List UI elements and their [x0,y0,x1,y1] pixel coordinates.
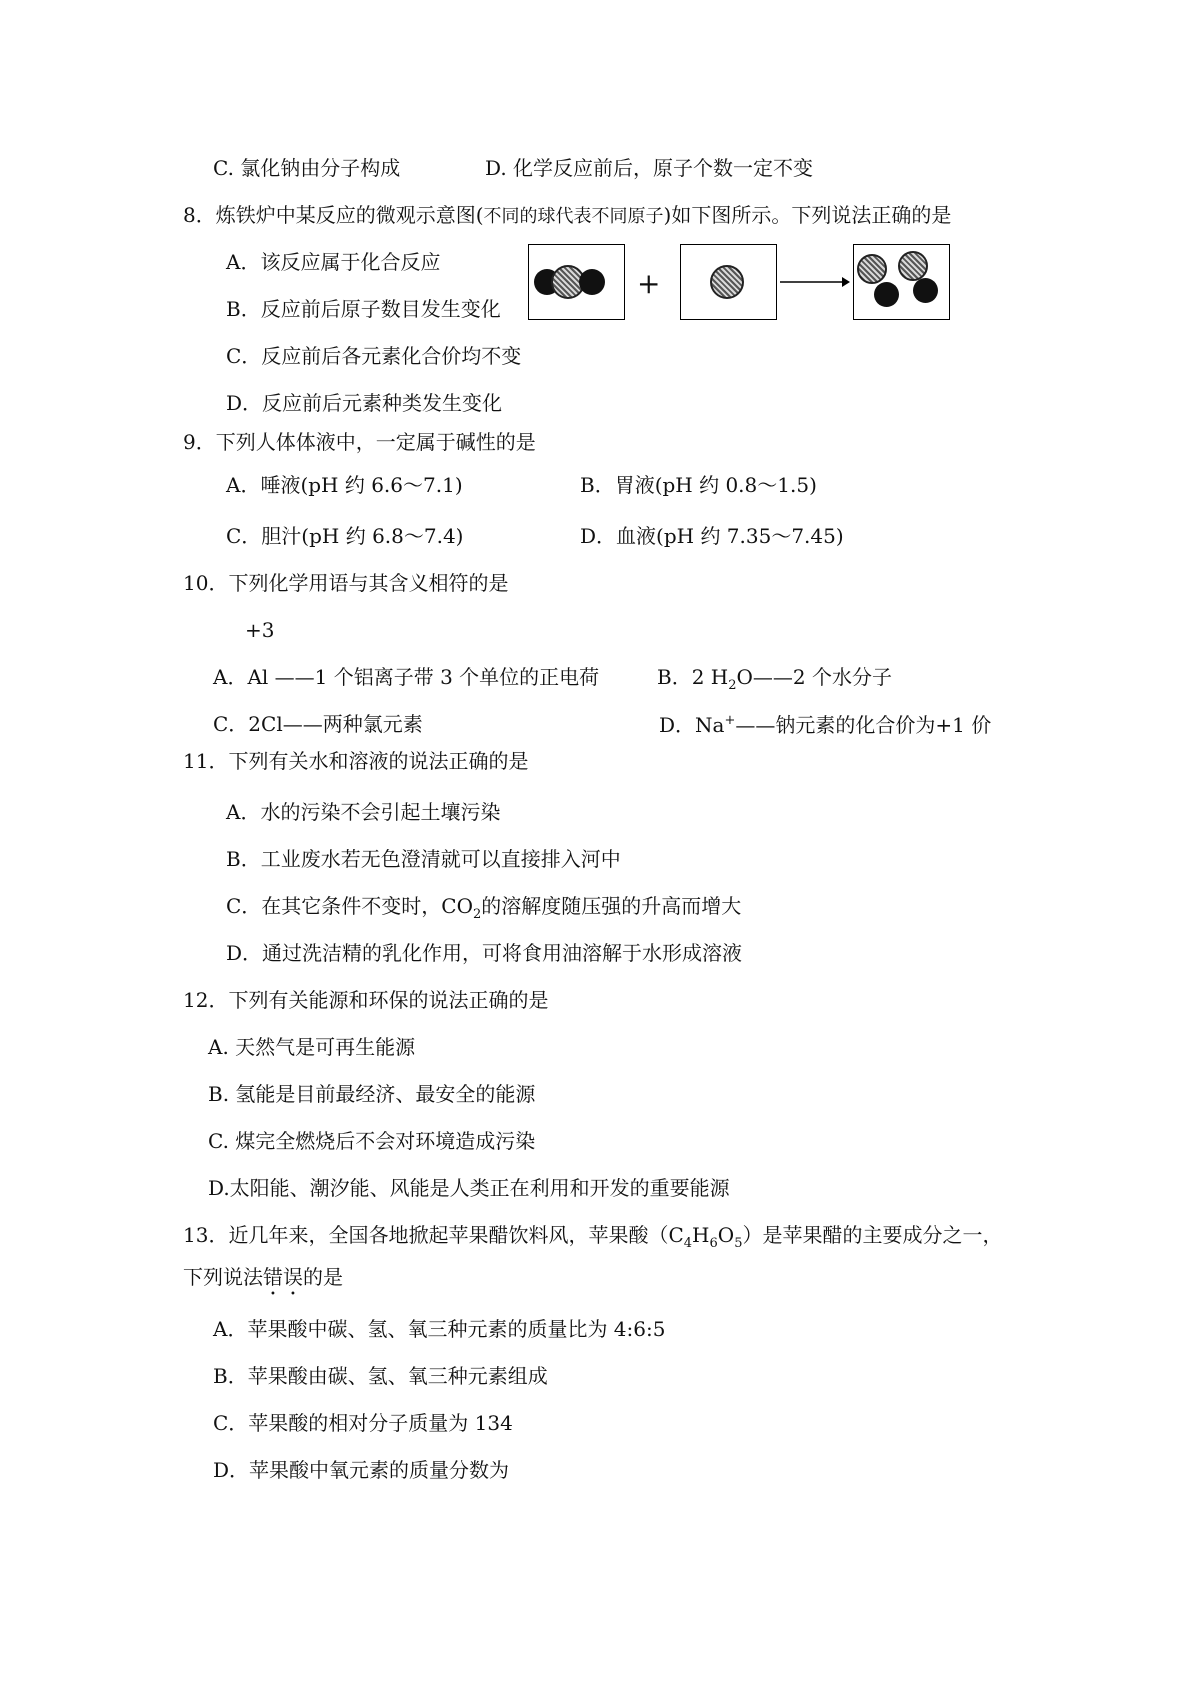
hatched-atom [857,254,887,284]
q9-option-d: D．血液(pH 约 7.35～7.45) [580,524,844,548]
q12-stem: 12．下列有关能源和环保的说法正确的是 [183,988,549,1012]
dark-atom [913,278,938,303]
q9-option-a: A．唾液(pH 约 6.6～7.1) [226,473,463,497]
q13-option-c: C．苹果酸的相对分子质量为 134 [213,1411,513,1435]
q7-option-c: C. 氯化钠由分子构成 [213,156,401,180]
q10-option-a: A．Al ——1 个铝离子带 3 个单位的正电荷 [213,665,600,689]
dark-atom [874,282,899,307]
q12-option-b: B. 氢能是目前最经济、最安全的能源 [208,1082,536,1106]
q8-stem-note: 不同的球代表不同原子 [483,206,664,227]
q9-option-c: C．胆汁(pH 约 6.8～7.4) [226,524,464,548]
hatched-atom [898,251,928,281]
dark-atom [579,269,605,295]
q13-option-a: A．苹果酸中碳、氢、氧三种元素的质量比为 4:6:5 [213,1317,666,1341]
reactant-box-2 [680,244,777,320]
q9-stem: 9．下列人体体液中，一定属于碱性的是 [183,430,536,454]
q13-stem-line1: 13．近几年来，全国各地掀起苹果醋饮料风，苹果酸$(C_4H_6O_5)$是苹果醋的主要成分之一， [183,1223,1003,1251]
q10-option-d: D．Na+——钠元素的化合价为+1 价 [659,713,992,737]
reactant-box-1 [528,244,625,320]
q8-option-c: C．反应前后各元素化合价均不变 [226,344,522,368]
q11-stem: 11．下列有关水和溶液的说法正确的是 [183,749,529,773]
q11-option-a: A．水的污染不会引起土壤污染 [226,800,501,824]
q13-option-b: B．苹果酸由碳、氢、氧三种元素组成 [213,1364,548,1388]
q13-stem-line2: 下列说法错误的是 [183,1265,343,1289]
q11-option-d: D．通过洗洁精的乳化作用，可将食用油溶解于水形成溶液 [226,941,743,965]
emphasized-word: 错误 [263,1265,303,1289]
q10-option-c: C．2Cl——两种氯元素 [213,712,423,736]
plus-sign: + [637,267,661,300]
q12-option-a: A. 天然气是可再生能源 [208,1035,416,1059]
q12-option-d: D.太阳能、潮汐能、风能是人类正在利用和开发的重要能源 [208,1176,730,1200]
q11-option-c: C．在其它条件不变时，$CO_2$的溶解度随压强的升高而增大 [226,894,742,922]
q10-stem: 10．下列化学用语与其含义相符的是 [183,571,509,595]
q7-option-d: D. 化学反应前后，原子个数一定不变 [485,156,814,180]
arrow-icon [780,275,850,289]
q12-option-c: C. 煤完全燃烧后不会对环境造成污染 [208,1129,536,1153]
q10-option-b: B．2 $H_2O——2$ 个水分子 [657,665,892,693]
q8-option-d: D．反应前后元素种类发生变化 [226,391,503,415]
q8-option-b: B．反应前后原子数目发生变化 [226,297,501,321]
q11-option-b: B．工业废水若无色澄清就可以直接排入河中 [226,847,621,871]
product-box [853,244,950,320]
q8-stem: 8．炼铁炉中某反应的微观示意图(不同的球代表不同原子)如下图所示。下列说法正确的是 [183,203,952,227]
hatched-atom [710,265,744,299]
q13-option-d: D．苹果酸中氧元素的质量分数为 [213,1458,510,1482]
q8-option-a: A．该反应属于化合反应 [226,250,441,274]
q9-option-b: B．胃液(pH 约 0.8～1.5) [580,473,817,497]
q10-valence-mark: +3 [245,618,275,642]
